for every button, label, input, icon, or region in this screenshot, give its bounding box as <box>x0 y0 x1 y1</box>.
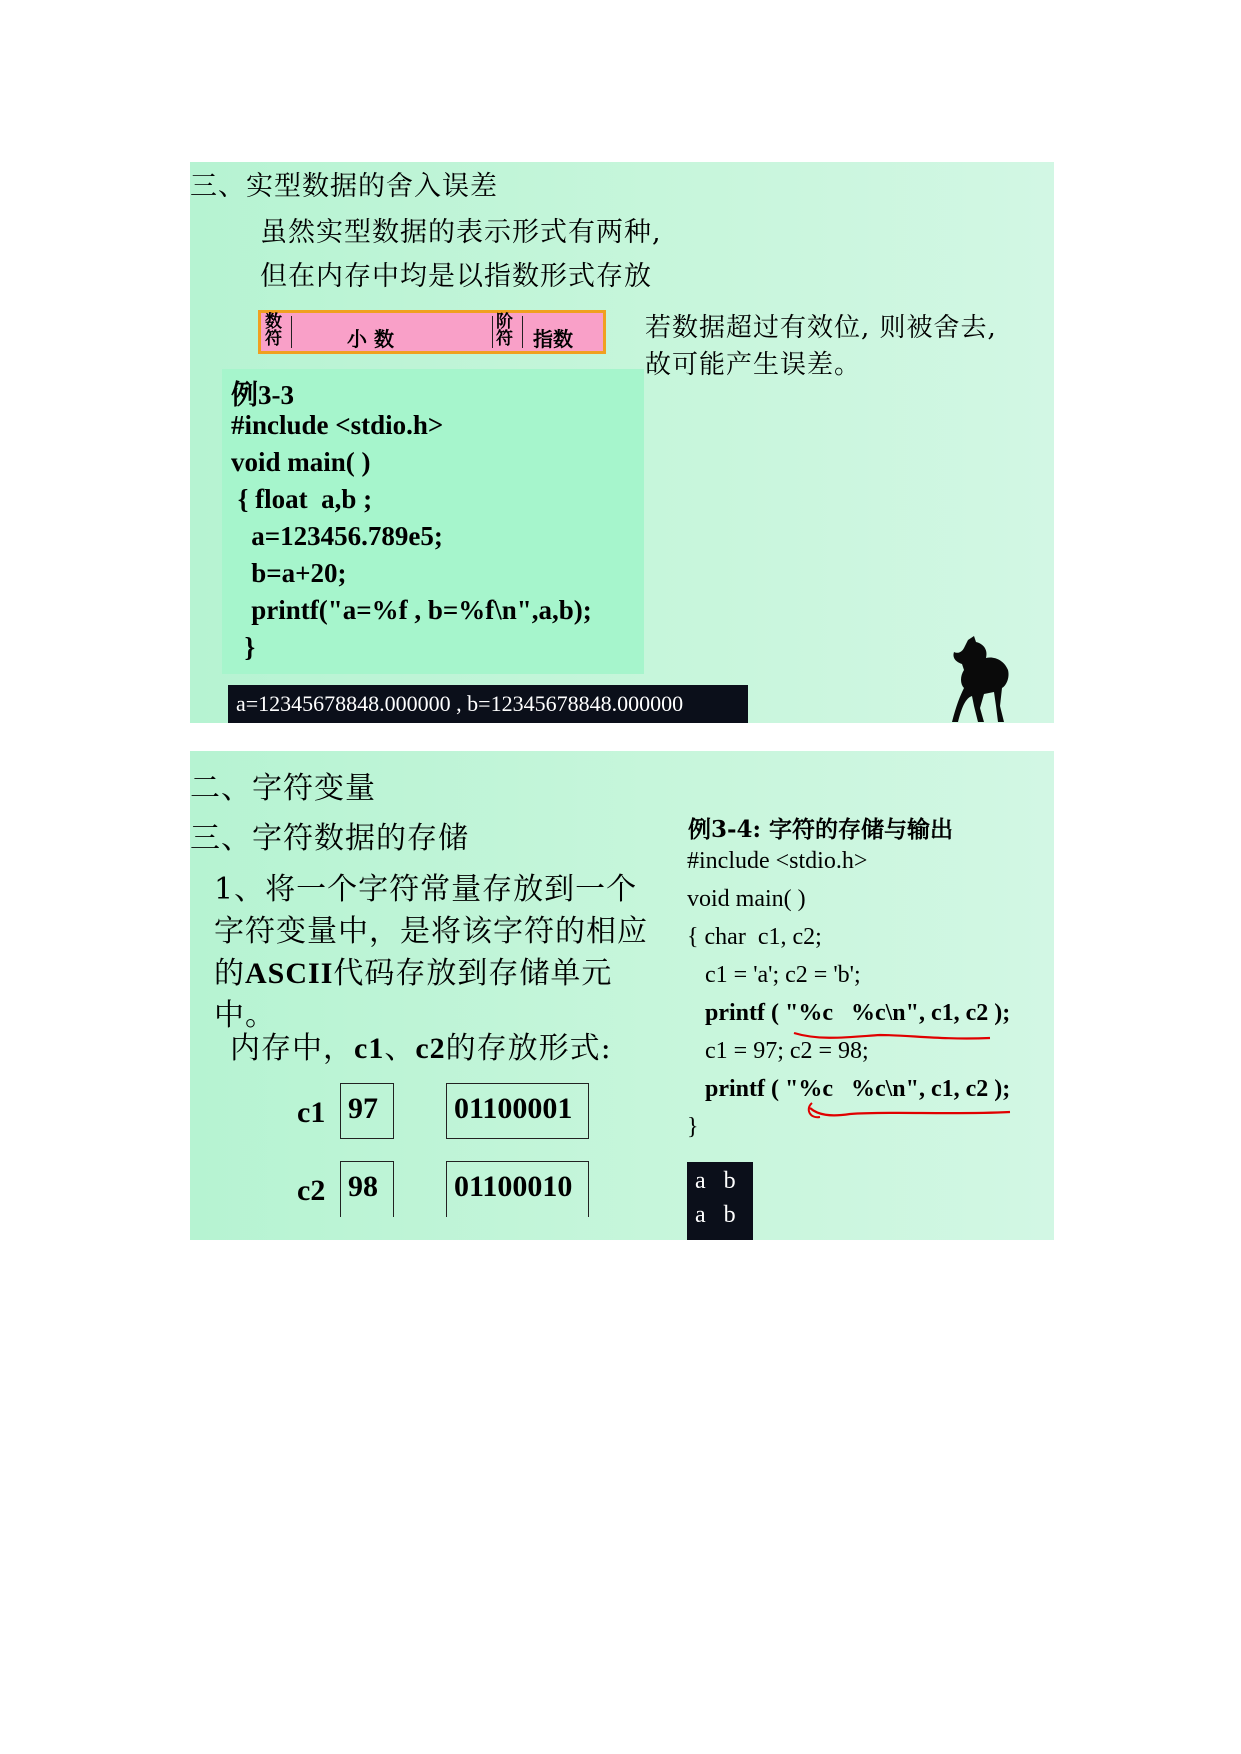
sign-label: 数 符 <box>265 312 282 349</box>
binary-cell-c2: 01100010 <box>446 1161 589 1217</box>
slide2-paragraph: 1、将一个字符常量存放到一个字符变量中，是将该字符的相应的ASCII代码存放到存储单元中。 <box>214 872 648 1033</box>
format-divider <box>522 316 523 348</box>
code-line: c1 = 97; c2 = 98; <box>687 1038 869 1064</box>
code-line: { char c1, c2; <box>687 924 822 950</box>
slide-character-storage <box>190 751 1054 1240</box>
code-line: void main( ) <box>687 886 806 912</box>
binary-cell-c1: 01100001 <box>446 1083 589 1139</box>
variable-name-c2: c2 <box>297 1174 326 1207</box>
decimal-cell-c1: 97 <box>340 1083 394 1139</box>
slide1-note: 若数据超过有效位, 则被舍去, 故可能产生误差。 <box>645 313 997 380</box>
code-example-3-3 <box>222 369 644 674</box>
code-line: { float a,b ; <box>231 484 373 514</box>
code-line: } <box>231 632 256 662</box>
code-line: c1 = 'a'; c2 = 'b'; <box>687 962 861 988</box>
program-output-2 <box>687 1162 753 1240</box>
code-line: printf("a=%f , b=%f\n",a,b); <box>231 595 592 625</box>
float-format-diagram <box>258 310 606 354</box>
code-line: a=123456.789e5; <box>231 521 443 551</box>
example-3-4-title: 例3-4: 字符的存储与输出 <box>688 816 954 843</box>
code-line: #include <stdio.h> <box>231 410 444 440</box>
program-output: a=12345678848.000000 , b=12345678848.000000 <box>228 685 748 723</box>
mantissa-label: 小 数 <box>347 327 394 351</box>
slide-rounding-error <box>190 162 1054 723</box>
code-line: printf ( "%c %c\n", c1, c2 ); <box>687 1076 1011 1102</box>
code-line: printf ( "%c %c\n", c1, c2 ); <box>687 1000 1011 1026</box>
code-line: 例3-3 <box>231 380 294 410</box>
output-line: a b <box>695 1168 736 1194</box>
code-line: #include <stdio.h> <box>687 848 868 874</box>
slide1-heading: 三、实型数据的舍入误差 <box>190 171 498 202</box>
code-line: } <box>687 1114 699 1140</box>
slide2-heading2: 三、字符数据的存储 <box>190 821 469 856</box>
variable-name-c1: c1 <box>297 1096 326 1129</box>
slide1-paragraph-line2: 但在内存中均是以指数形式存放 <box>260 261 652 292</box>
output-line: a b <box>695 1202 736 1228</box>
code-line: b=a+20; <box>231 558 347 588</box>
format-divider <box>492 316 493 348</box>
slide1-paragraph-line1: 虽然实型数据的表示形式有两种, <box>260 217 662 248</box>
decimal-cell-c2: 98 <box>340 1161 394 1217</box>
format-divider <box>291 316 292 348</box>
code-line: void main( ) <box>231 447 371 477</box>
slide2-heading1: 二、字符变量 <box>190 771 376 806</box>
exponent-sign-label: 阶 符 <box>496 312 513 349</box>
horse-icon <box>950 636 1012 723</box>
exponent-label: 指数 <box>533 327 573 351</box>
memory-storage-caption: 内存中，c1、c2的存放形式: <box>230 1031 612 1066</box>
